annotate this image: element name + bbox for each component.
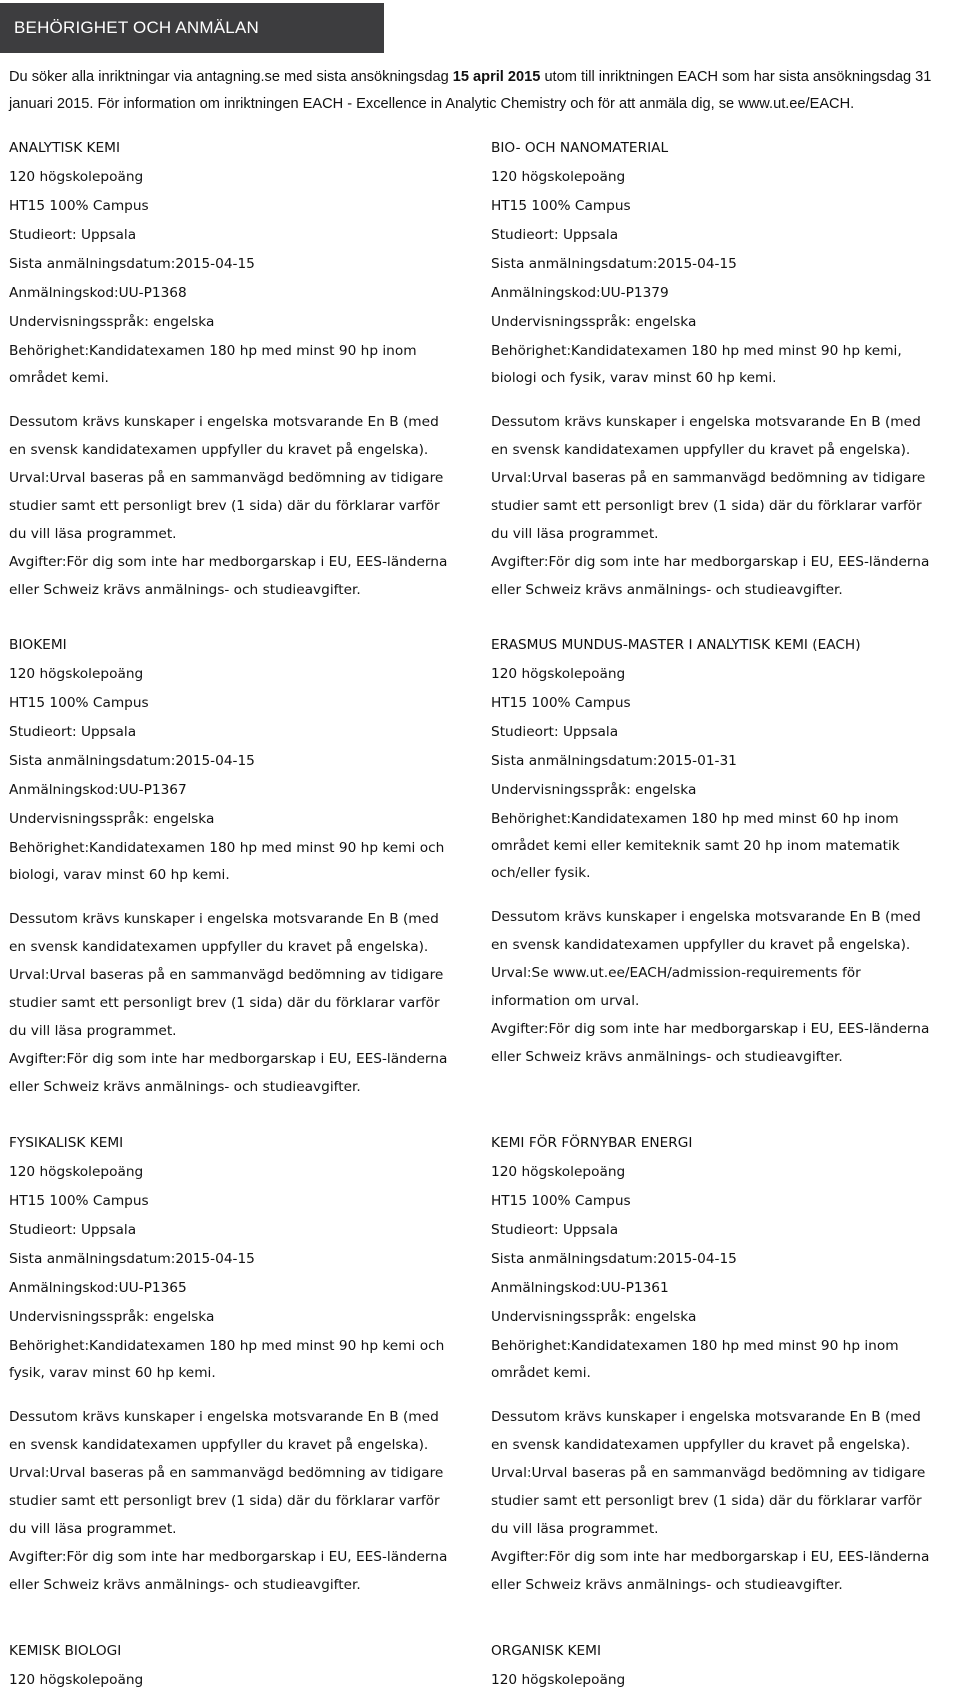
program-fees: Avgifter:För dig som inte har medborgarskap i EU, EES-länderna: [9, 554, 448, 570]
program-deadline: Sista anmälningsdatum:2015-04-15: [9, 256, 255, 272]
program-eligibility-cont: området kemi.: [491, 1365, 591, 1381]
program-deadline: Sista anmälningsdatum:2015-04-15: [9, 753, 255, 769]
intro-bold-date: 15 april 2015: [452, 69, 541, 85]
program-selection: Urval:Se www.ut.ee/EACH/admission-requirements för: [491, 965, 861, 981]
program-selection-cont: studier samt ett personligt brev (1 sida) där du förklarar varför: [9, 1493, 440, 1509]
program-fees-cont: eller Schweiz krävs anmälnings- och studieavgifter.: [491, 1049, 843, 1065]
program-title: BIOKEMI: [9, 637, 67, 653]
program-fees-cont: eller Schweiz krävs anmälnings- och studieavgifter.: [9, 1079, 361, 1095]
program-deadline: Sista anmälningsdatum:2015-01-31: [491, 753, 737, 769]
program-code: Anmälningskod:UU-P1365: [9, 1280, 187, 1296]
program-selection: Urval:Urval baseras på en sammanvägd bedömning av tidigare: [491, 470, 926, 486]
program-fees: Avgifter:För dig som inte har medborgarskap i EU, EES-länderna: [491, 1549, 930, 1565]
program-title: KEMI FÖR FÖRNYBAR ENERGI: [491, 1135, 693, 1151]
program-eligibility-cont: området kemi.: [9, 370, 109, 386]
program-language: Undervisningsspråk: engelska: [491, 314, 697, 330]
program-biokemi: [9, 631, 448, 1100]
program-selection-cont2: du vill läsa programmet.: [9, 1023, 177, 1039]
program-kemisk-biologi: [9, 1637, 439, 1695]
program-fees: Avgifter:För dig som inte har medborgarskap i EU, EES-länderna: [491, 554, 930, 570]
program-language: Undervisningsspråk: engelska: [491, 782, 697, 798]
program-selection-cont: studier samt ett personligt brev (1 sida) där du förklarar varför: [491, 1493, 922, 1509]
program-location: Studieort: Uppsala: [491, 1222, 619, 1238]
program-english-req: Dessutom krävs kunskaper i engelska motsvarande En B (med: [9, 911, 439, 927]
program-location: Studieort: Uppsala: [491, 724, 619, 740]
program-fees: Avgifter:För dig som inte har medborgarskap i EU, EES-länderna: [9, 1549, 448, 1565]
program-code: Anmälningskod:UU-P1361: [491, 1280, 669, 1296]
program-selection: Urval:Urval baseras på en sammanvägd bedömning av tidigare: [491, 1465, 926, 1481]
program-english-req-cont: en svensk kandidatexamen uppfyller du kravet på engelska).: [9, 939, 429, 955]
program-eligibility-cont: biologi och fysik, varav minst 60 hp kemi.: [491, 370, 777, 386]
program-term: HT15 100% Campus: [491, 198, 631, 214]
program-title: FYSIKALISK KEMI: [9, 1135, 124, 1151]
program-english-req: Dessutom krävs kunskaper i engelska motsvarande En B (med: [491, 1409, 921, 1425]
program-english-req-cont: en svensk kandidatexamen uppfyller du kravet på engelska).: [491, 1437, 911, 1453]
program-eligibility-cont: biologi, varav minst 60 hp kemi.: [9, 867, 230, 883]
program-selection-cont: studier samt ett personligt brev (1 sida) där du förklarar varför: [491, 498, 922, 514]
program-term: HT15 100% Campus: [9, 695, 149, 711]
program-credits: 120 högskolepoäng: [491, 1164, 626, 1180]
program-selection-cont: information om urval.: [491, 993, 640, 1009]
program-credits: 120 högskolepoäng: [9, 1164, 144, 1180]
program-eligibility-cont2: och/eller fysik.: [491, 865, 591, 881]
program-english-req: Dessutom krävs kunskaper i engelska motsvarande En B (med: [9, 414, 439, 430]
program-language: Undervisningsspråk: engelska: [9, 811, 215, 827]
program-code: Anmälningskod:UU-P1367: [9, 782, 187, 798]
program-title: ERASMUS MUNDUS-MASTER I ANALYTISK KEMI (EACH): [491, 637, 861, 653]
program-credits: 120 högskolepoäng: [491, 169, 626, 185]
program-term: HT15 100% Campus: [491, 695, 631, 711]
program-selection: Urval:Urval baseras på en sammanvägd bedömning av tidigare: [9, 1465, 444, 1481]
program-fees-cont: eller Schweiz krävs anmälnings- och studieavgifter.: [491, 582, 843, 598]
program-title: KEMISK BIOLOGI: [9, 1643, 122, 1659]
program-location: Studieort: Uppsala: [491, 227, 619, 243]
program-english-req: Dessutom krävs kunskaper i engelska motsvarande En B (med: [491, 414, 921, 430]
program-analytisk-kemi: [9, 134, 448, 603]
program-erasmus-mundus-each: [491, 631, 930, 1070]
program-deadline: Sista anmälningsdatum:2015-04-15: [9, 1251, 255, 1267]
intro-text-part1: Du söker alla inriktningar via antagning.se med sista ansökningsdag: [9, 69, 453, 85]
program-term: HT15 100% Campus: [491, 1193, 631, 1209]
program-deadline: Sista anmälningsdatum:2015-04-15: [491, 1251, 737, 1267]
program-location: Studieort: Uppsala: [9, 227, 137, 243]
program-location: Studieort: Uppsala: [9, 1222, 137, 1238]
intro-text-part2: utom till inriktningen EACH som har sista ansökningsdag 31 januari 2015. För information om inriktningen EACH - Excellence in Analytic Chemistry och för att anmäla dig, se www.ut.ee/EACH.: [9, 69, 932, 112]
program-deadline: Sista anmälningsdatum:2015-04-15: [491, 256, 737, 272]
program-eligibility: Behörighet:Kandidatexamen 180 hp med minst 90 hp kemi och: [9, 1338, 445, 1354]
program-eligibility: Behörighet:Kandidatexamen 180 hp med minst 90 hp inom: [491, 1338, 899, 1354]
program-eligibility-cont: området kemi eller kemiteknik samt 20 hp inom matematik: [491, 838, 900, 854]
program-code: Anmälningskod:UU-P1368: [9, 285, 187, 301]
program-eligibility: Behörighet:Kandidatexamen 180 hp med minst 60 hp inom: [491, 811, 899, 827]
program-fysikalisk-kemi: [9, 1129, 448, 1598]
program-kemi-for-fornybar-energi: [491, 1129, 930, 1598]
program-english-req-cont: en svensk kandidatexamen uppfyller du kravet på engelska).: [491, 937, 911, 953]
program-credits: 120 högskolepoäng: [9, 666, 144, 682]
program-english-req: Dessutom krävs kunskaper i engelska motsvarande En B (med: [491, 909, 921, 925]
program-organisk-kemi: [491, 1637, 921, 1695]
program-language: Undervisningsspråk: engelska: [9, 1309, 215, 1325]
program-english-req-cont: en svensk kandidatexamen uppfyller du kravet på engelska).: [9, 1437, 429, 1453]
section-header-title: BEHÖRIGHET OCH ANMÄLAN: [14, 18, 259, 37]
program-credits: 120 högskolepoäng: [9, 1672, 144, 1688]
program-eligibility: Behörighet:Kandidatexamen 180 hp med minst 90 hp kemi och: [9, 840, 445, 856]
program-selection-cont2: du vill läsa programmet.: [491, 526, 659, 542]
program-fees-cont: eller Schweiz krävs anmälnings- och studieavgifter.: [9, 582, 361, 598]
program-term: HT15 100% Campus: [9, 1193, 149, 1209]
program-english-req: Dessutom krävs kunskaper i engelska motsvarande En B (med: [9, 1409, 439, 1425]
program-code: Anmälningskod:UU-P1379: [491, 285, 669, 301]
program-language: Undervisningsspråk: engelska: [9, 314, 215, 330]
program-title: BIO- OCH NANOMATERIAL: [491, 140, 669, 156]
program-selection: Urval:Urval baseras på en sammanvägd bedömning av tidigare: [9, 470, 444, 486]
program-term: HT15 100% Campus: [9, 198, 149, 214]
section-header: [0, 3, 384, 53]
program-title: ORGANISK KEMI: [491, 1643, 602, 1659]
program-title: ANALYTISK KEMI: [9, 140, 121, 156]
program-selection-cont2: du vill läsa programmet.: [9, 1521, 177, 1537]
program-selection-cont: studier samt ett personligt brev (1 sida) där du förklarar varför: [9, 995, 440, 1011]
program-fees: Avgifter:För dig som inte har medborgarskap i EU, EES-länderna: [9, 1051, 448, 1067]
program-fees: Avgifter:För dig som inte har medborgarskap i EU, EES-länderna: [491, 1021, 930, 1037]
program-location: Studieort: Uppsala: [9, 724, 137, 740]
intro-paragraph: [9, 64, 954, 118]
program-bio-och-nanomaterial: [491, 134, 930, 603]
program-selection-cont2: du vill läsa programmet.: [491, 1521, 659, 1537]
program-selection-cont2: du vill läsa programmet.: [9, 526, 177, 542]
program-credits: 120 högskolepoäng: [491, 1672, 626, 1688]
program-fees-cont: eller Schweiz krävs anmälnings- och studieavgifter.: [9, 1577, 361, 1593]
program-selection-cont: studier samt ett personligt brev (1 sida) där du förklarar varför: [9, 498, 440, 514]
program-eligibility: Behörighet:Kandidatexamen 180 hp med minst 90 hp inom: [9, 343, 417, 359]
program-credits: 120 högskolepoäng: [491, 666, 626, 682]
program-selection: Urval:Urval baseras på en sammanvägd bedömning av tidigare: [9, 967, 444, 983]
program-eligibility-cont: fysik, varav minst 60 hp kemi.: [9, 1365, 216, 1381]
program-fees-cont: eller Schweiz krävs anmälnings- och studieavgifter.: [491, 1577, 843, 1593]
program-credits: 120 högskolepoäng: [9, 169, 144, 185]
program-english-req-cont: en svensk kandidatexamen uppfyller du kravet på engelska).: [491, 442, 911, 458]
program-eligibility: Behörighet:Kandidatexamen 180 hp med minst 90 hp kemi,: [491, 343, 902, 359]
program-english-req-cont: en svensk kandidatexamen uppfyller du kravet på engelska).: [9, 442, 429, 458]
program-language: Undervisningsspråk: engelska: [491, 1309, 697, 1325]
